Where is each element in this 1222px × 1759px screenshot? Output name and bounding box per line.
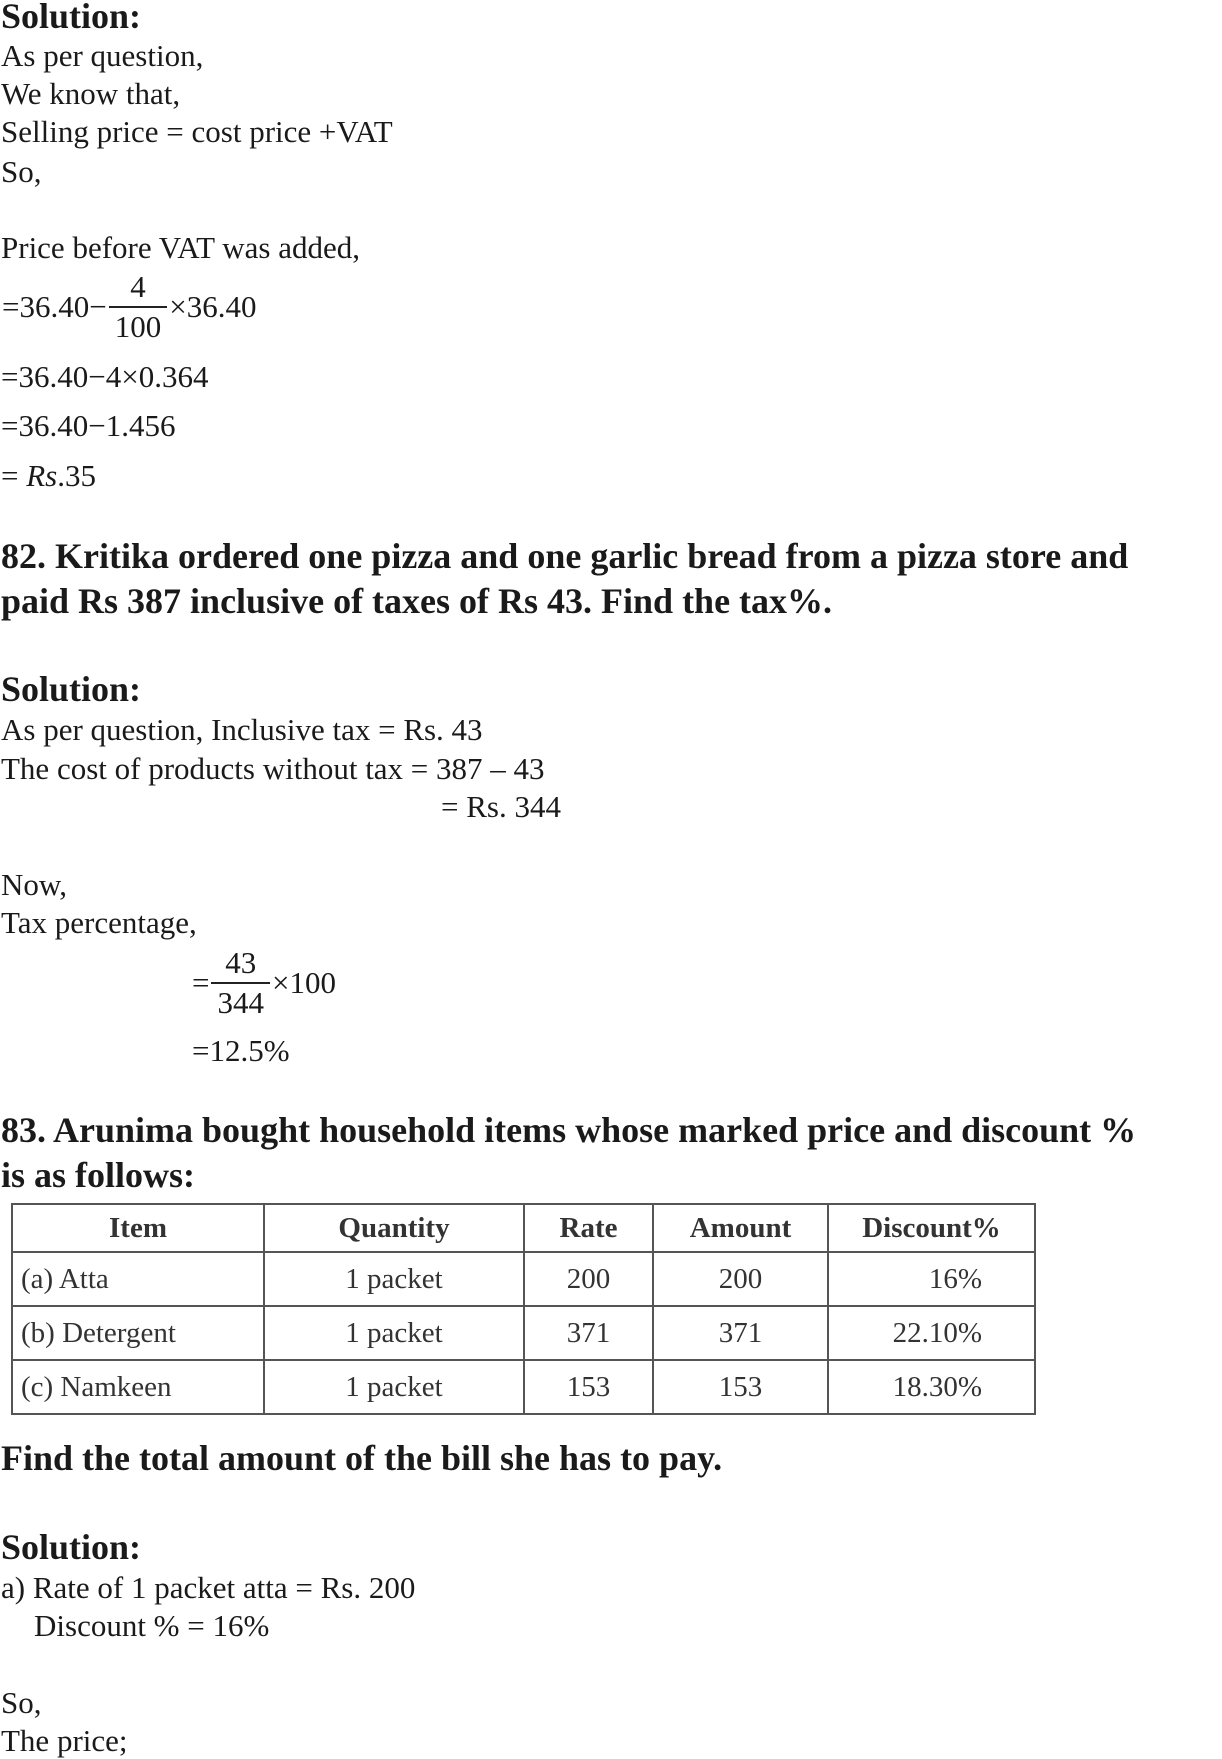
denominator: 344: [211, 982, 270, 1022]
cell-amount: 153: [653, 1360, 828, 1414]
numerator: 4: [130, 269, 146, 304]
header-amount: Amount: [653, 1204, 828, 1252]
cell-amount: 200: [653, 1252, 828, 1306]
table-header-row: [12, 1204, 1035, 1252]
cell-amount: 371: [653, 1306, 828, 1360]
text-line: a) Rate of 1 packet atta = Rs. 200: [1, 1570, 416, 1605]
equation-part: ×36.40: [169, 289, 257, 324]
text-line: As per question, Inclusive tax = Rs. 43: [1, 712, 483, 747]
header-quantity: Quantity: [264, 1204, 524, 1252]
text-line: So,: [1, 154, 42, 189]
cell-quantity: 1 packet: [264, 1360, 524, 1414]
solution-heading: Solution:: [1, 0, 142, 36]
equation-fraction: [192, 944, 336, 1022]
header-rate: Rate: [524, 1204, 653, 1252]
items-table: [11, 1203, 1036, 1415]
header-discount: Discount%: [828, 1204, 1035, 1252]
denominator: 100: [109, 306, 168, 346]
cell-quantity: 1 packet: [264, 1306, 524, 1360]
table-row: [12, 1360, 1035, 1414]
text-line: We know that,: [1, 76, 181, 111]
solution-heading: Solution:: [1, 1527, 142, 1567]
question-83: 83. Arunima bought household items whose marked price and discount %: [1, 1110, 1137, 1150]
equation-part: .35: [57, 458, 96, 493]
equation-part: =36.40−: [2, 289, 107, 324]
equation-line: =36.40−1.456: [1, 408, 176, 443]
question-82: paid Rs 387 inclusive of taxes of Rs 43. Find the tax%.: [1, 581, 833, 621]
question-83: is as follows:: [1, 1155, 196, 1195]
text-line: So,: [1, 1685, 42, 1720]
cell-discount: 22.10%: [828, 1306, 1035, 1360]
text-line: Now,: [1, 867, 68, 902]
equation-fraction: [2, 268, 256, 346]
text-line: Discount % = 16%: [34, 1608, 270, 1643]
cell-rate: 200: [524, 1252, 653, 1306]
text-line: As per question,: [1, 38, 204, 73]
table-row: [12, 1306, 1035, 1360]
equation-line: [1, 459, 96, 493]
header-item: Item: [12, 1204, 264, 1252]
text-line: Selling price = cost price +VAT: [1, 114, 393, 149]
cell-discount: 18.30%: [828, 1360, 1035, 1414]
equation-part: ×100: [271, 965, 336, 1000]
cell-discount: 16%: [828, 1252, 1035, 1306]
equation-part: =: [192, 965, 210, 1000]
text-line: The price;: [1, 1723, 128, 1758]
equation-part: Rs: [26, 458, 58, 493]
cell-quantity: 1 packet: [264, 1252, 524, 1306]
text-line: Price before VAT was added,: [1, 230, 360, 265]
text-line: = Rs. 344: [441, 789, 561, 824]
cell-item: (b) Detergent: [12, 1306, 264, 1360]
table-row: [12, 1252, 1035, 1306]
cell-item: (c) Namkeen: [12, 1360, 264, 1414]
cell-rate: 371: [524, 1306, 653, 1360]
text-line: The cost of products without tax = 387 – 43: [1, 751, 545, 786]
text-line: Tax percentage,: [1, 905, 197, 940]
numerator: 43: [225, 945, 257, 980]
cell-rate: 153: [524, 1360, 653, 1414]
equation-part: =: [1, 458, 27, 493]
solution-heading: Solution:: [1, 669, 142, 709]
question-83: Find the total amount of the bill she has to pay.: [1, 1438, 723, 1478]
equation-line: =12.5%: [192, 1033, 290, 1068]
question-82: 82. Kritika ordered one pizza and one garlic bread from a pizza store and: [1, 536, 1129, 576]
cell-item: (a) Atta: [12, 1252, 264, 1306]
equation-line: =36.40−4×0.364: [1, 359, 209, 394]
